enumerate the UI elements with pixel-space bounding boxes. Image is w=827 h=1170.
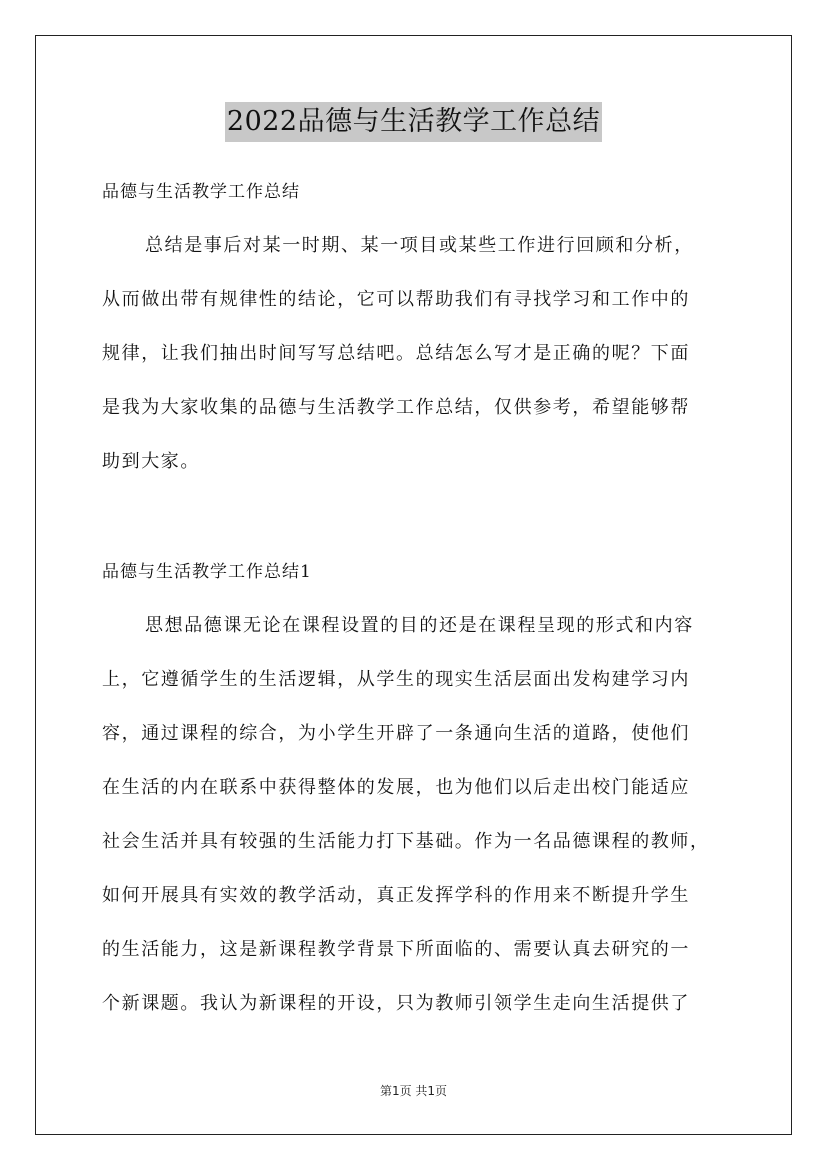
paragraph-line: 思想品德课无论在课程设置的目的还是在课程呈现的形式和内容 — [145, 615, 694, 636]
section1-heading: 品德与生活教学工作总结1 — [102, 562, 312, 582]
title-container — [0, 102, 827, 142]
page-footer: 第1页 共1页 — [379, 1084, 448, 1098]
paragraph-line: 从而做出带有规律性的结论，它可以帮助我们有寻找学习和工作中的 — [102, 289, 690, 310]
paragraph-line: 社会生活并具有较强的生活能力打下基础。作为一名品德课程的教师， — [102, 831, 710, 852]
paragraph-line: 个新课题。我认为新课程的开设，只为教师引领学生走向生活提供了 — [102, 993, 690, 1014]
paragraph-line: 容，通过课程的综合，为小学生开辟了一条通向生活的道路，使他们 — [102, 723, 690, 744]
paragraph-line: 助到大家。 — [102, 451, 200, 472]
paragraph-line: 如何开展具有实效的教学活动，真正发挥学科的作用来不断提升学生 — [102, 885, 690, 906]
paragraph-line: 是我为大家收集的品德与生活教学工作总结，仅供参考，希望能够帮 — [102, 397, 690, 418]
document-title: 2022品德与生活教学工作总结 — [225, 102, 602, 142]
paragraph-line: 在生活的内在联系中获得整体的发展，也为他们以后走出校门能适应 — [102, 777, 690, 798]
paragraph-line: 规律，让我们抽出时间写写总结吧。总结怎么写才是正确的呢？下面 — [102, 343, 690, 364]
intro-heading: 品德与生活教学工作总结 — [102, 182, 300, 202]
paragraph-line: 总结是事后对某一时期、某一项目或某些工作进行回顾和分析， — [145, 235, 694, 256]
paragraph-line: 的生活能力，这是新课程教学背景下所面临的、需要认真去研究的一 — [102, 939, 690, 960]
paragraph-line: 上，它遵循学生的生活逻辑，从学生的现实生活层面出发构建学习内 — [102, 669, 690, 690]
